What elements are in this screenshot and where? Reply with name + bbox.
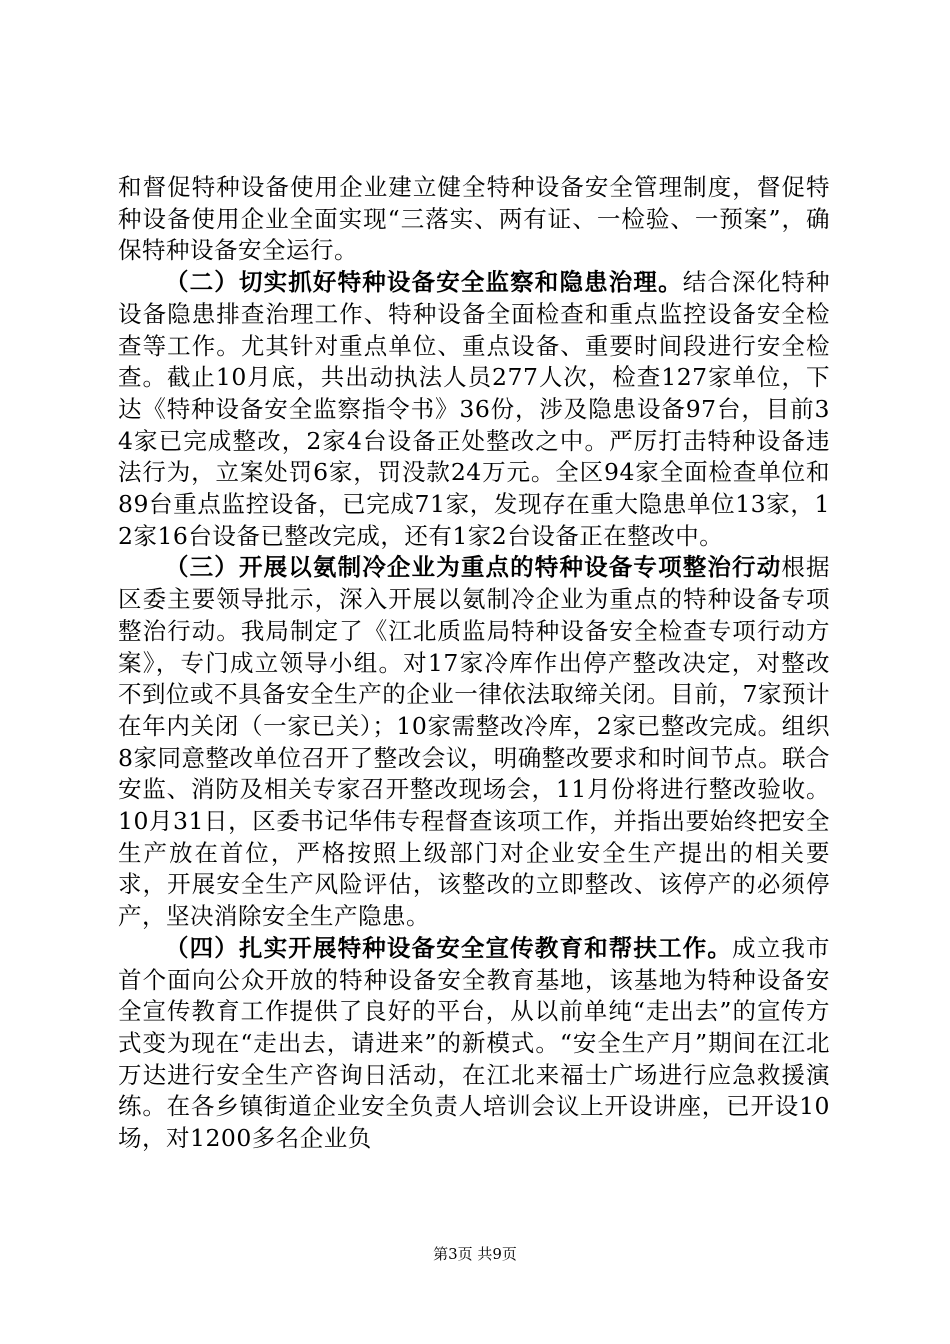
paragraph-section-3	[118, 552, 830, 932]
page-number-footer: 第3页 共9页	[433, 1245, 517, 1263]
paragraph-section-4	[118, 933, 830, 1155]
section-heading: （四）扎实开展特种设备安全宣传教育和帮扶工作。	[165, 933, 733, 962]
section-heading: （二）切实抓好特种设备安全监察和隐患治理。	[165, 268, 683, 297]
section-heading: （三）开展以氨制冷企业为重点的特种设备专项整治行动	[165, 553, 782, 582]
paragraph-text: 和督促特种设备使用企业建立健全特种设备安全管理制度，督促特种设备使用企业全面实现“三落实、两有证、一检验、一预案”，确保特种设备安全运行。	[118, 173, 830, 265]
paragraph-text: 结合深化特种设备隐患排查治理工作、特种设备全面检查和重点监控设备安全检查等工作。尤其针对重点单位、重点设备、重要时间段进行安全检查。截止10月底，共出动执法人员277人次，检查127家单位，下达《特种设备安全监察指令书》36份，涉及隐患设备97台，目前34家已完成整改，2家4台设备正处整改之中。严厉打击特种设备违法行为，立案处罚6家，罚没款24万元。全区94家全面检查单位和89台重点监控设备，已完成71家，发现存在重大隐患单位13家，12家16台设备已整改完成，还有1家2台设备正在整改中。	[118, 268, 831, 550]
document-body	[118, 172, 830, 1155]
paragraph-text: 成立我市首个面向公众开放的特种设备安全教育基地，该基地为特种设备安全宣传教育工作提供了良好的平台，从以前单纯“走出去”的宣传方式变为现在“走出去，请进来”的新模式。“安全生产月”期间在江北万达进行安全生产咨询日活动，在江北来福士广场进行应急救援演练。在各乡镇街道企业安全负责人培训会议上开设讲座，已开设10场，对1200多名企业负	[118, 933, 831, 1153]
paragraph-text: 根据区委主要领导批示，深入开展以氨制冷企业为重点的特种设备专项整治行动。我局制定了《江北质监局特种设备安全检查专项行动方案》，专门成立领导小组。对17家冷库作出停产整改决定，对整改不到位或不具备安全生产的企业一律依法取缔关闭。目前，7家预计在年内关闭（一家已关）；10家需整改冷库，2家已整改完成。组织8家同意整改单位召开了整改会议，明确整改要求和时间节点。联合安监、消防及相关专家召开整改现场会，11月份将进行整改验收。10月31日，区委书记华伟专程督查该项工作，并指出要始终把安全生产放在首位，严格按照上级部门对企业安全生产提出的相关要求，开展安全生产风险评估，该整改的立即整改、该停产的必须停产，坚决消除安全生产隐患。	[118, 553, 831, 931]
paragraph-section-2	[118, 267, 830, 552]
paragraph-continuation	[118, 172, 830, 267]
